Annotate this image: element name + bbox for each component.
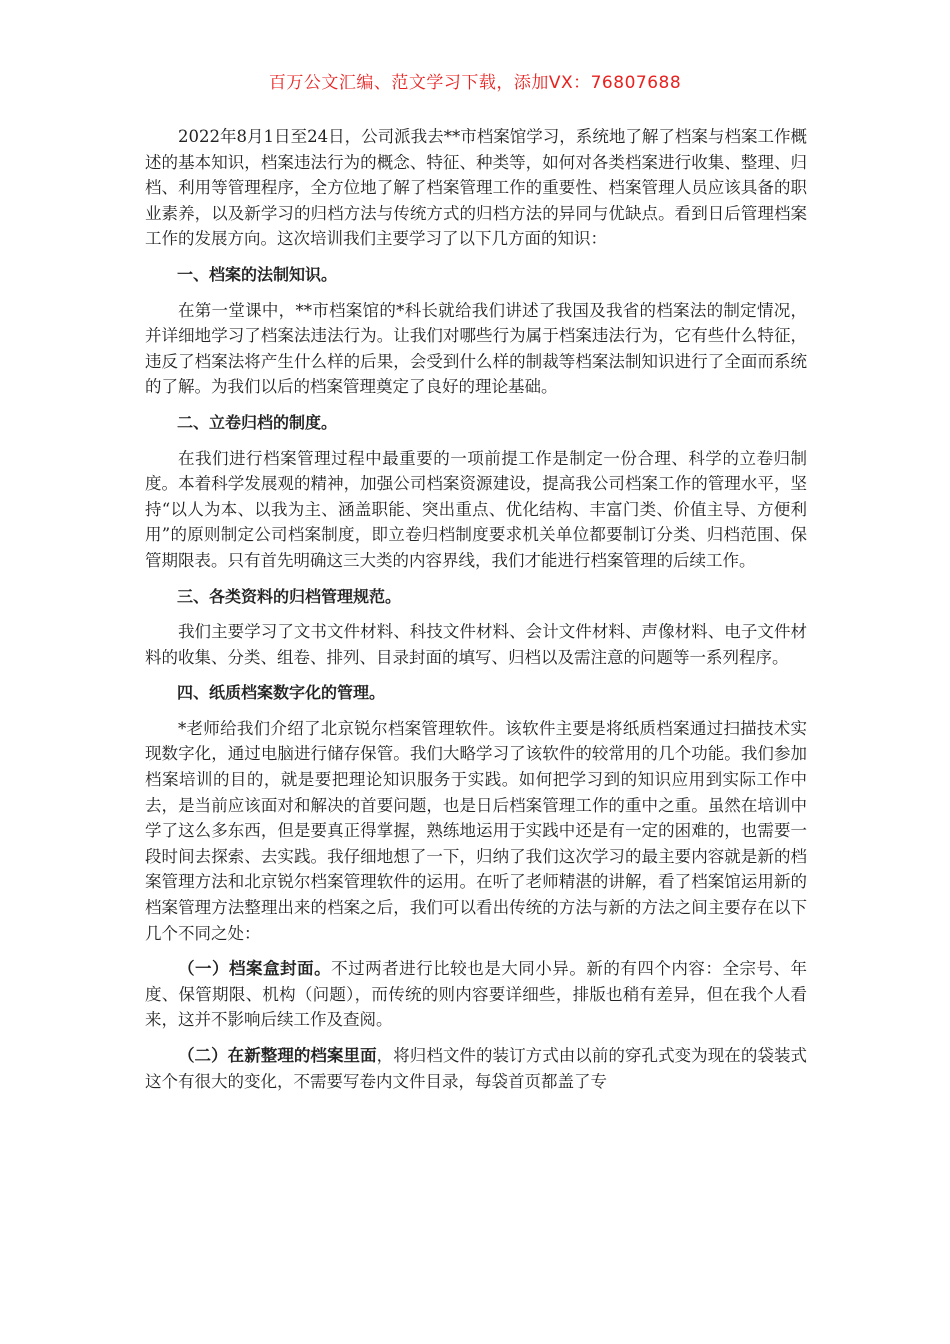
section-heading-3: 三、各类资料的归档管理规范。 <box>177 586 402 606</box>
document-body <box>145 124 807 1104</box>
section-heading-4: 四、纸质档案数字化的管理。 <box>177 683 386 703</box>
section-paragraph-3: 我们主要学习了文书文件材料、科技文件材料、会计文件材料、声像材料、电子文件材料的收集、分类、组卷、排列、目录封面的填写、归档以及需注意的问题等一系列程序。 <box>145 622 807 667</box>
section-heading-2: 二、立卷归档的制度。 <box>177 412 338 432</box>
point-lead-1: （一）档案盒封面。 <box>178 959 332 979</box>
point-paragraph-2 <box>145 1043 807 1094</box>
section-paragraph-2: 在我们进行档案管理过程中最重要的一项前提工作是制定一份合理、科学的立卷归制度。本着科学发展观的精神，加强公司档案资源建设，提高我公司档案工作的管理水平，坚持“以人为本、以我为主、涵盖职能、突出重点、优化结构、丰富门类、价值主导、方便利用”的原则制定公司档案制度，即立卷归档制度要求机关单位都要制订分类、归档范围、保管期限表。只有首先明确这三大类的内容界线，我们才能进行档案管理的后续工作。 <box>145 448 807 570</box>
header-banner: 百万公文汇编、范文学习下载，添加VX：76807688 <box>268 73 682 93</box>
section-paragraph-1: 在第一堂课中，**市档案馆的*科长就给我们讲述了我国及我省的档案法的制定情况，并详细地学习了档案法违法行为。让我们对哪些行为属于档案违法行为，它有些什么特征，违反了档案法将产生什么样的后果，会受到什么样的制裁等档案法制知识进行了全面而系统的了解。为我们以后的档案管理奠定了良好的理论基础。 <box>145 300 807 397</box>
point-paragraph-1 <box>145 956 807 1033</box>
intro-paragraph: 2022年8月1日至24日，公司派我去**市档案馆学习，系统地了解了档案与档案工作概述的基本知识，档案违法行为的概念、特征、种类等，如何对各类档案进行收集、整理、归档、利用等管理程序，全方位地了解了档案管理工作的重要性、档案管理人员应该具备的职业素养，以及新学习的归档方法与传统方式的归档方法的异同与优缺点。看到日后管理档案工作的发展方向。这次培训我们主要学习了以下几方面的知识： <box>145 127 807 249</box>
point-text-2: ，将归档文件的装订方式由以前的穿孔式变为现在的袋装式这个有很大的变化，不需要写卷内文件目录，每袋首页都盖了专 <box>145 1046 808 1091</box>
section-heading-1: 一、档案的法制知识。 <box>177 264 338 284</box>
point-lead-2: （二）在新整理的档案里面 <box>178 1046 377 1065</box>
section-paragraph-4: *老师给我们介绍了北京锐尔档案管理软件。该软件主要是将纸质档案通过扫描技术实现数字化，通过电脑进行储存保管。我们大略学习了该软件的较常用的几个功能。我们参加档案培训的目的，就是要把理论知识服务于实践。如何把学习到的知识应用到实际工作中去，是当前应该面对和解决的首要问题，也是日后档案管理工作的重中之重。虽然在培训中学了这么多东西，但是要真正得掌握，熟练地运用于实践中还是有一定的困难的，也需要一段时间去探索、去实践。我仔细地想了一下，归纳了我们这次学习的最主要内容就是新的档案管理方法和北京锐尔档案管理软件的运用。在听了老师精湛的讲解，看了档案馆运用新的档案管理方法整理出来的档案之后，我们可以看出传统的方法与新的方法之间主要存在以下几个不同之处： <box>145 718 807 943</box>
point-text-1: 不过两者进行比较也是大同小异。新的有四个内容：全宗号、年度、保管期限、机构（问题），而传统的则内容要详细些，排版也稍有差异，但在我个人看来，这并不影响后续工作及查阅。 <box>145 959 808 1030</box>
